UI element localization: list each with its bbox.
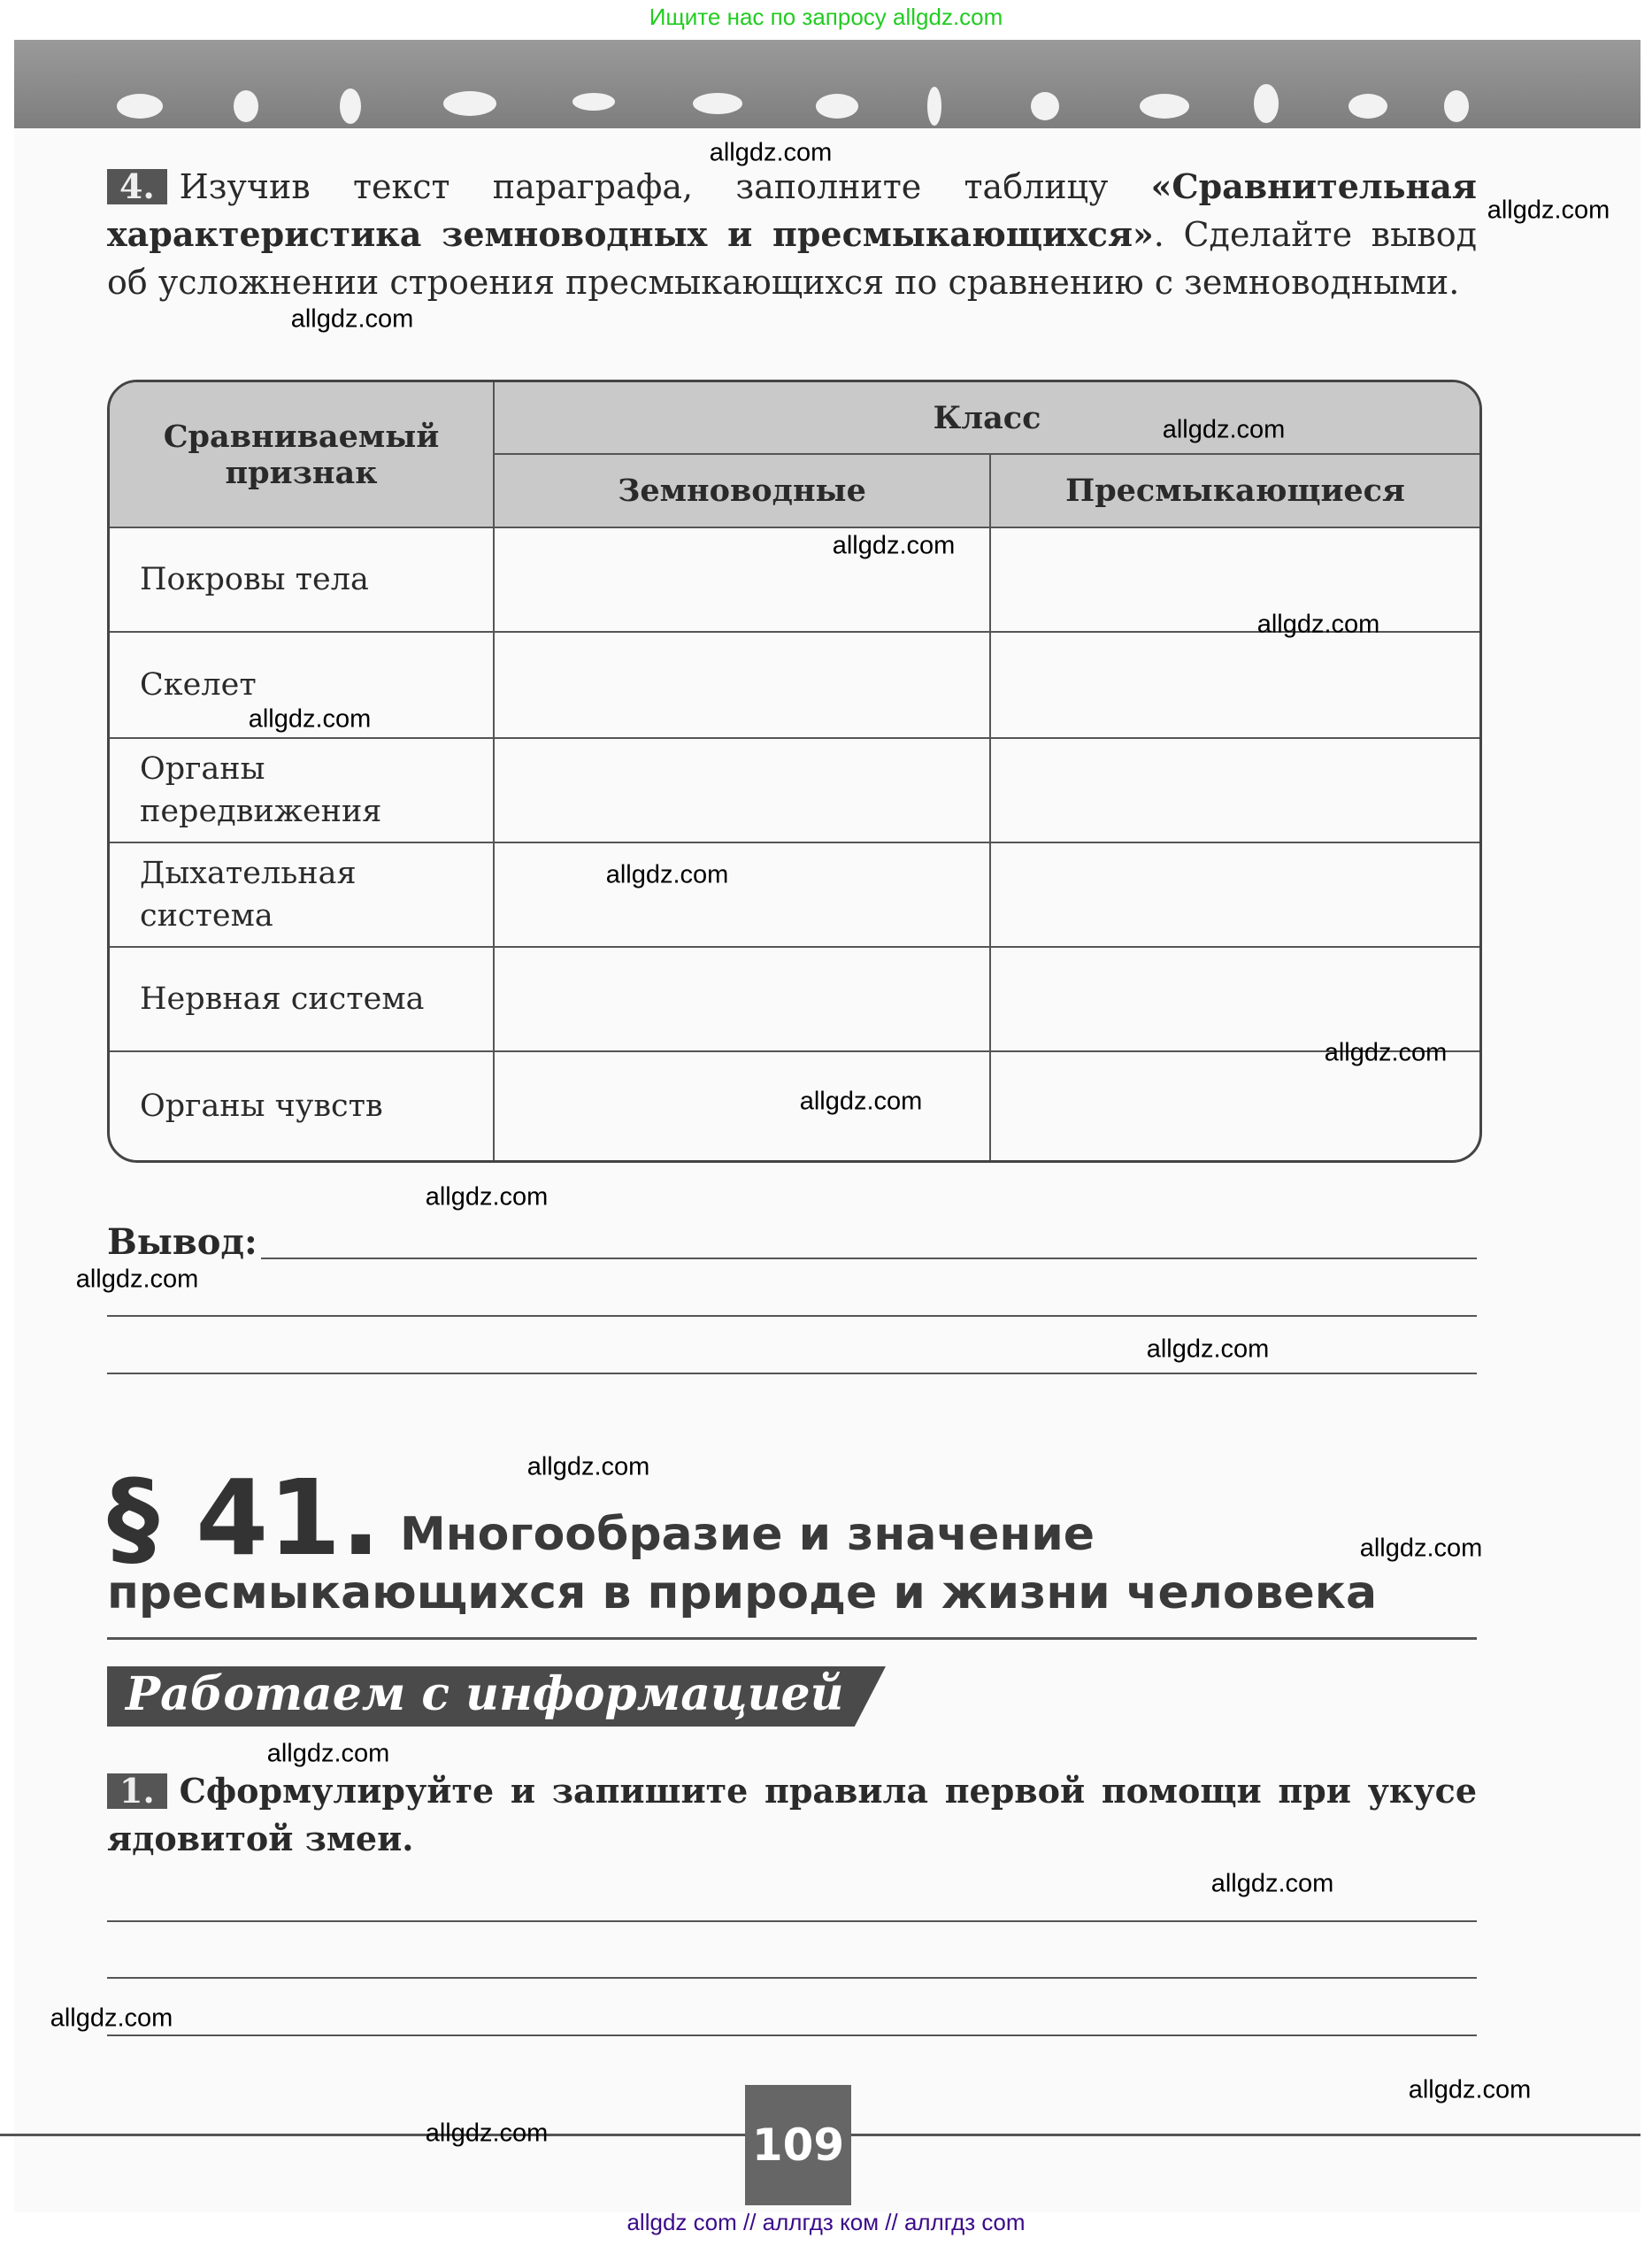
watermark: allgdz.com (75, 1265, 199, 1294)
task-number: 1. (107, 1773, 167, 1809)
watermark: allgdz.com (1162, 415, 1286, 444)
answer-cell[interactable] (990, 527, 1479, 632)
answer-line[interactable] (107, 2034, 1477, 2036)
task-1: 1. Сформулируйте и запишите правила первой помощи при укусе ядовитой змеи. (107, 1771, 1477, 1858)
table-row: Покровы тела (110, 527, 1479, 632)
section-title-line2: пресмыкающихся в природе и жизни человека (107, 1566, 1378, 1619)
table-row: Скелет (110, 632, 1479, 738)
watermark: allgdz.com (266, 1739, 390, 1768)
answer-cell[interactable] (494, 738, 990, 842)
work-banner-label: Работаем с информацией (126, 1667, 844, 1721)
answer-cell[interactable] (494, 947, 990, 1051)
watermark: allgdz.com (832, 531, 956, 560)
table-row: Дыхательная система (110, 842, 1479, 947)
page-number: 109 (745, 2085, 851, 2205)
divider (107, 1637, 1477, 1640)
answer-line[interactable] (261, 1258, 1477, 1259)
answer-line[interactable] (107, 1977, 1477, 1979)
answer-cell[interactable] (990, 947, 1479, 1051)
section-number: § 41. (107, 1457, 381, 1579)
table-row: Органы чувств (110, 1051, 1479, 1160)
answer-line[interactable] (107, 1920, 1477, 1922)
header-feature: Сравниваемый признак (110, 382, 494, 527)
answer-cell[interactable] (494, 632, 990, 738)
watermark: allgdz.com (1359, 1534, 1483, 1563)
watermark: allgdz.com (1210, 1869, 1334, 1898)
watermark: allgdz.com (248, 704, 372, 734)
answer-cell[interactable] (990, 632, 1479, 738)
answer-cell[interactable] (990, 842, 1479, 947)
answer-line[interactable] (107, 1315, 1477, 1317)
bottom-banner: allgdz com // аллгдз ком // аллгдз com (626, 2209, 1026, 2235)
watermark: allgdz.com (50, 2004, 173, 2033)
task-number: 4. (107, 169, 167, 204)
watermark: allgdz.com (1487, 196, 1610, 225)
task-4: 4. Изучив текст параграфа, заполните таблицу «Сравнительная характеристика земноводных и пресмыкающихся». Сделайте вывод об усложнении строения пресмыкающихся по сравнению с земноводными. (107, 166, 1477, 302)
watermark: allgdz.com (1256, 610, 1380, 639)
watermark: allgdz.com (605, 860, 729, 889)
answer-cell[interactable] (990, 738, 1479, 842)
header-amphibians: Земноводные (494, 454, 990, 527)
watermark: allgdz.com (425, 2119, 549, 2148)
conclusion-label: Вывод: (107, 1221, 257, 1263)
answer-cell[interactable] (494, 842, 990, 947)
header-class: Класс (494, 382, 1479, 454)
watermark: allgdz.com (1324, 1038, 1448, 1067)
table-row: Нервная система (110, 947, 1479, 1051)
table-row: Органы передвижения (110, 738, 1479, 842)
watermark: allgdz.com (526, 1452, 650, 1481)
answer-line[interactable] (107, 1373, 1477, 1374)
watermark: allgdz.com (1146, 1335, 1270, 1364)
comparison-table (107, 380, 1482, 1163)
top-banner: Ищите нас по запросу allgdz.com (649, 4, 1003, 30)
animal-silhouettes-icon (14, 40, 1640, 128)
watermark: allgdz.com (290, 304, 414, 334)
watermark: allgdz.com (425, 1182, 549, 1211)
watermark: allgdz.com (709, 138, 833, 167)
watermark: allgdz.com (1408, 2075, 1532, 2104)
header-reptiles: Пресмыкающиеся (990, 454, 1479, 527)
watermark: allgdz.com (799, 1087, 923, 1116)
header-band (14, 40, 1640, 128)
section-title-line1: Многообразие и значение (400, 1508, 1095, 1561)
